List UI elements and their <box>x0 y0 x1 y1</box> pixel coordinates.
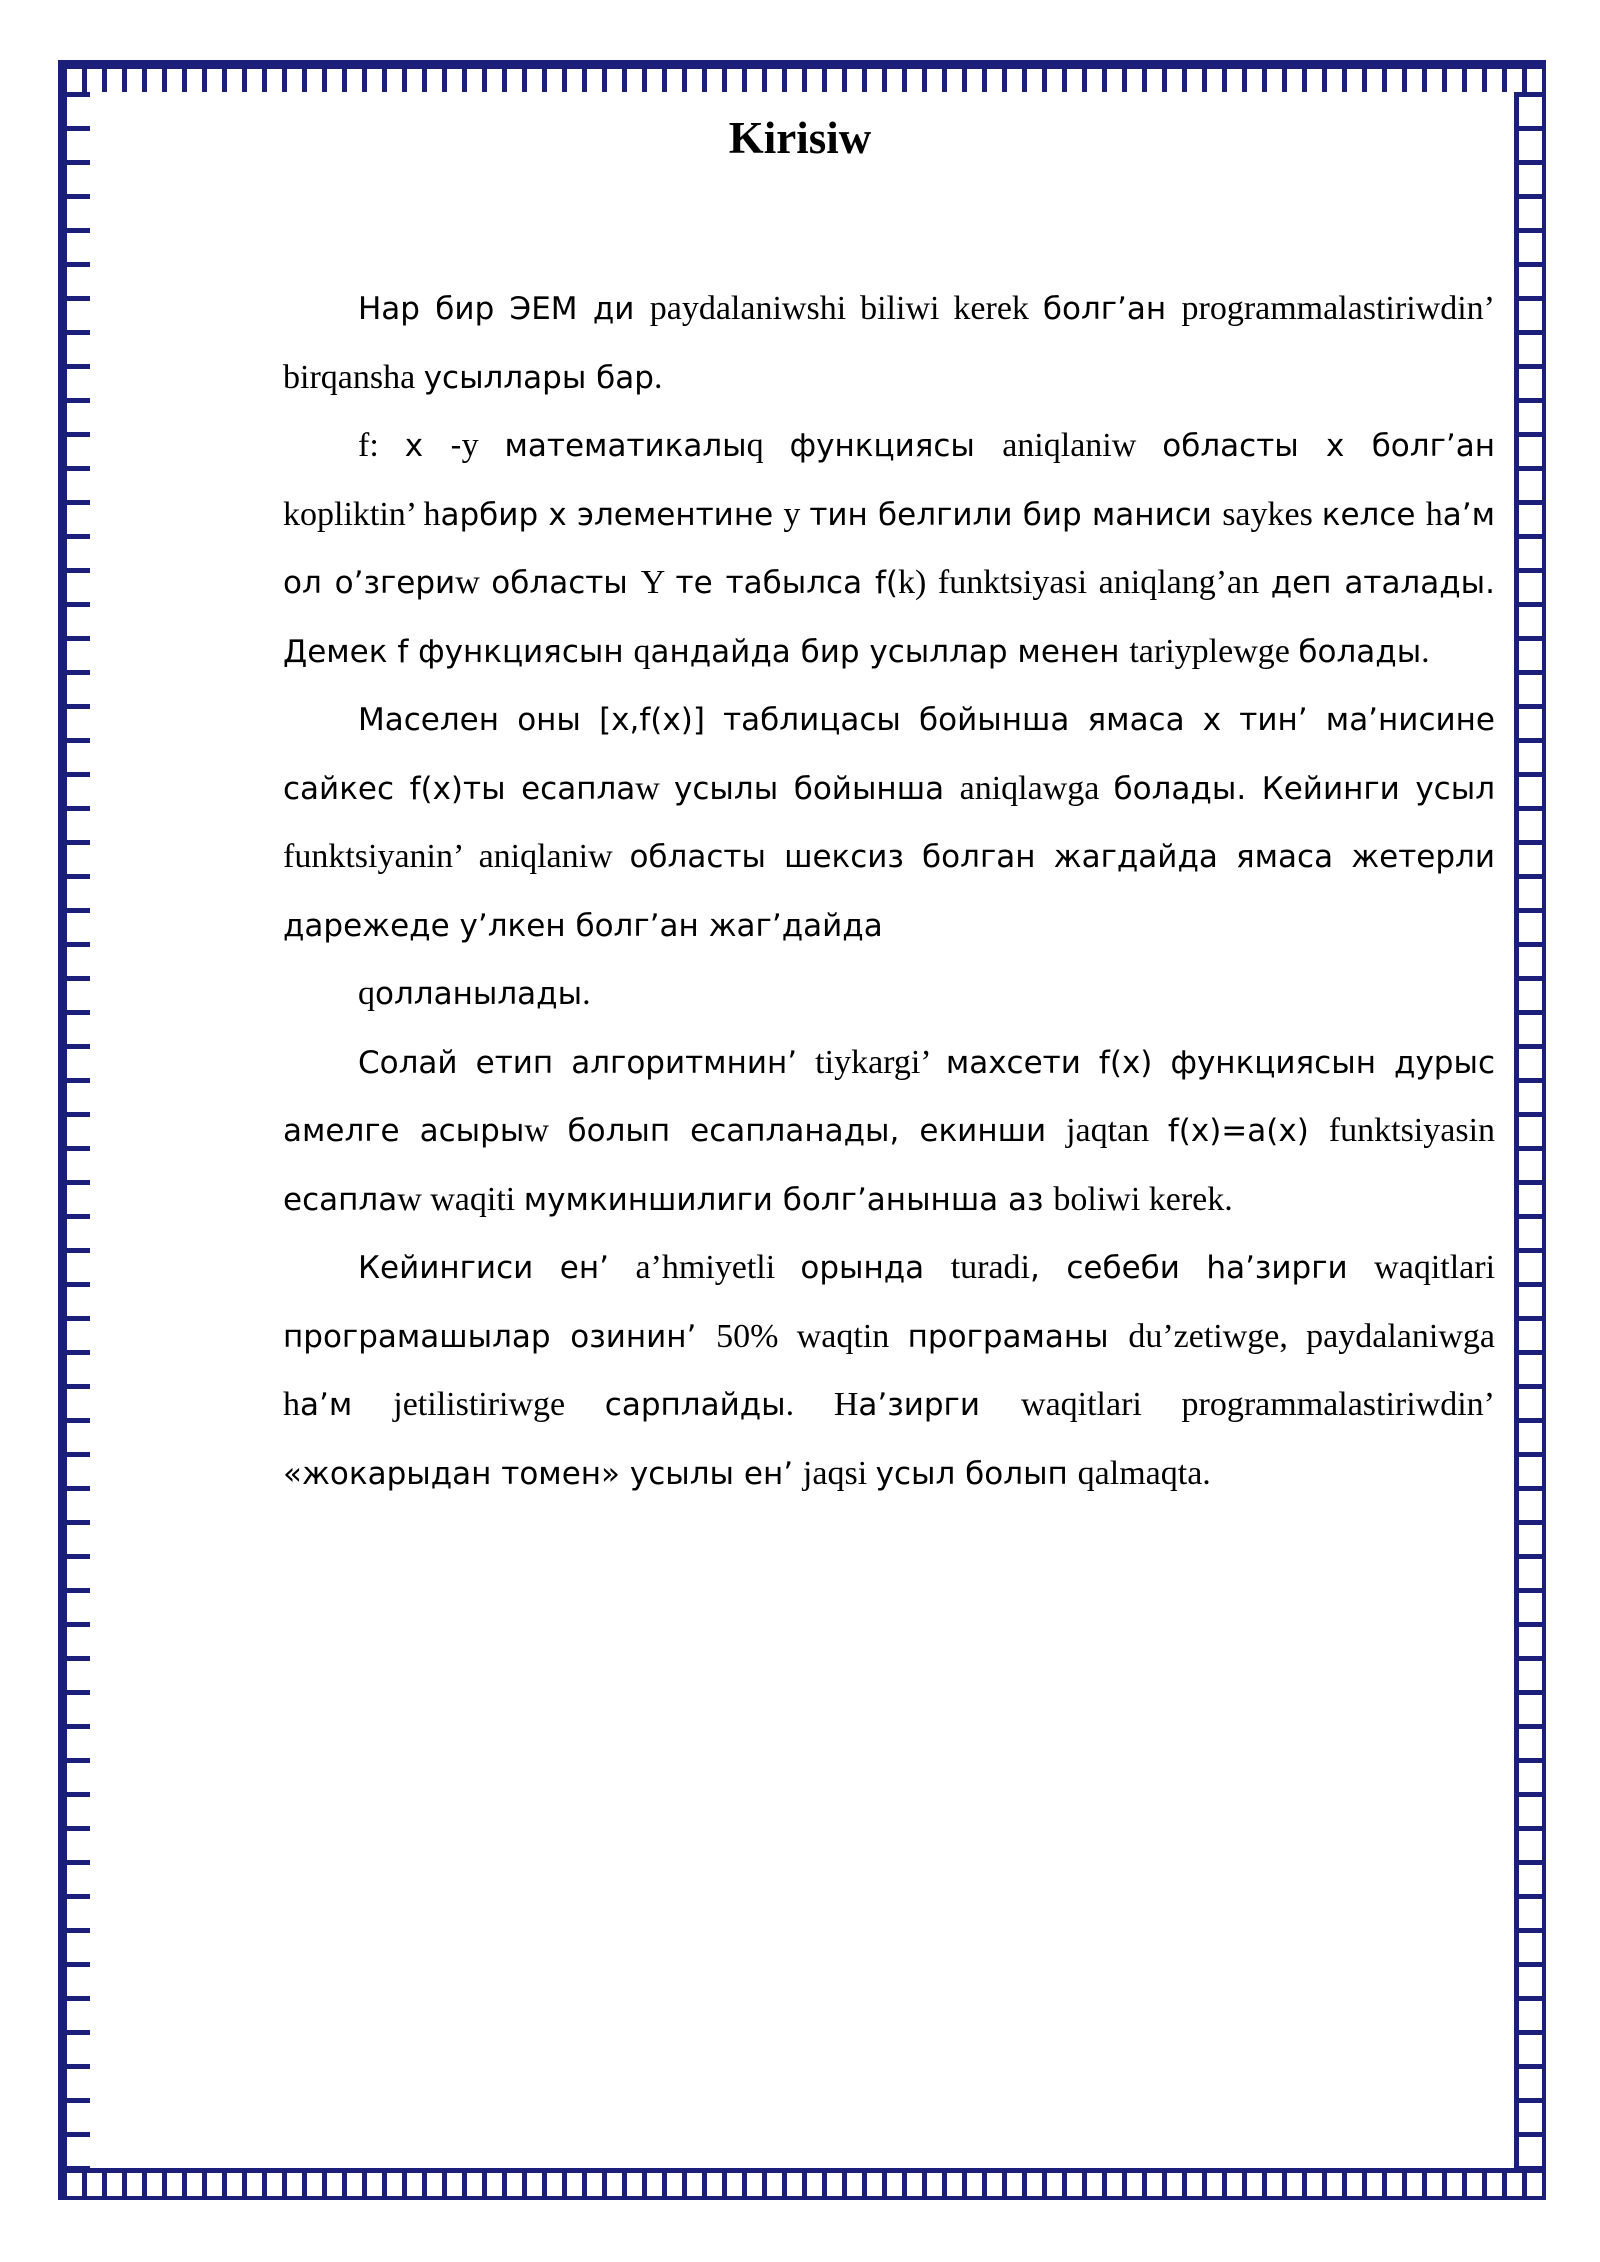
page-title: Kirisiw <box>728 113 872 163</box>
text-run: boliwi kerek. <box>1053 1180 1233 1218</box>
text-run: келсе <box>1321 496 1426 533</box>
text-run: w waqiti <box>397 1180 524 1218</box>
text-run: усыл болып <box>875 1455 1078 1492</box>
text-run: областы x болг’ан <box>1162 428 1495 464</box>
text-run: усыллары бар <box>423 359 654 396</box>
text-run: а’зирги <box>1226 1250 1375 1286</box>
text-run: функциясы <box>789 428 1003 464</box>
text-run: . <box>1421 632 1430 670</box>
paragraph-4 <box>283 1029 1495 1235</box>
text-run: y <box>461 427 505 464</box>
text-run: y <box>783 495 810 533</box>
text-run: q <box>746 427 790 464</box>
text-run: waqitlari <box>1374 1249 1496 1286</box>
text-run: x - <box>404 428 462 464</box>
paragraph-5 <box>283 1234 1495 1508</box>
text-run: «жокарыдан томен» усылы ен’ <box>283 1455 803 1492</box>
text-run: du’zetiwge, paydalaniwga h <box>283 1317 1495 1423</box>
paragraph-3 <box>283 686 1495 960</box>
text-run: те табылса f( <box>675 565 899 601</box>
text-run: tariyplewge <box>1129 632 1299 670</box>
text-run: . H <box>785 1386 859 1423</box>
text-run: усылы бойынша <box>674 770 960 807</box>
border-pattern-left <box>62 92 90 2168</box>
border-pattern-top <box>62 64 1542 92</box>
text-run: андайда бир усыллар менен <box>650 633 1130 670</box>
text-run: болг’ан <box>1042 291 1182 327</box>
text-run: деп аталады. Демек f функциясын <box>283 565 1496 670</box>
text-run: f: <box>358 427 405 464</box>
document-body <box>283 275 1495 1508</box>
paragraph-2 <box>283 412 1495 686</box>
text-run: Маселен оны [x,f(x)] таблицасы бойынша ямаса x тин’ ма’нисине сайкес f(x)ты есапла <box>283 702 1495 807</box>
text-run: Y <box>640 564 676 601</box>
text-run: . <box>582 975 591 1012</box>
text-run: jaqsi <box>802 1454 876 1492</box>
text-run: а’м ол о’згери <box>283 496 1495 601</box>
border-pattern-bottom <box>62 2168 1542 2196</box>
text-run: jaqtan <box>1066 1112 1168 1149</box>
text-run: f(x)=a(x) <box>1167 1113 1329 1149</box>
text-run: арбир x элементине <box>440 496 784 533</box>
text-run: тин белгили бир маниси <box>809 496 1223 533</box>
text-run: областы <box>491 565 641 601</box>
text-run: математикалы <box>504 428 747 464</box>
text-run: w <box>524 1112 568 1149</box>
text-run: aniqlaniw <box>1002 427 1163 464</box>
text-run: q <box>633 632 651 670</box>
text-run: болады. Кейинги усыл <box>1113 770 1496 807</box>
text-run: w <box>635 769 675 807</box>
text-run: а’зирги <box>858 1387 1022 1423</box>
text-run: Солай етип алгоритмнин’ <box>358 1044 816 1081</box>
text-run: есапла <box>283 1181 398 1218</box>
text-run: олланылады <box>375 976 583 1012</box>
text-run: програмашылар озинин’ <box>283 1318 717 1355</box>
text-run: a’hmiyetli <box>635 1249 801 1286</box>
text-run: болып есапланады, екинши <box>567 1113 1067 1149</box>
border-pattern-right <box>1514 92 1542 2168</box>
text-run: w <box>455 564 492 601</box>
text-run: paydalaniwshi biliwi kerek <box>649 290 1043 327</box>
text-run: funktsiyanin’ aniqlaniw <box>283 838 630 875</box>
text-run: орында <box>800 1250 951 1286</box>
text-run: махсети f(x) функциясын дурыс амелге асыры <box>283 1044 1496 1149</box>
text-run: сарплайды <box>604 1387 786 1423</box>
text-run: funktsiyasin <box>1328 1112 1496 1149</box>
text-run: tiykargi’ <box>815 1043 946 1081</box>
text-run: q <box>358 975 375 1012</box>
text-run: 50% waqtin <box>716 1317 908 1355</box>
text-run: jetilistiriwge <box>393 1386 605 1423</box>
paragraph-3-tail <box>283 960 1495 1029</box>
text-run: програманы <box>907 1318 1129 1355</box>
text-run: kopliktin’ h <box>283 495 441 533</box>
text-run: а’м <box>300 1387 394 1423</box>
text-run: мумкиншилиги болг’анынша аз <box>523 1181 1054 1218</box>
paragraph-1 <box>283 275 1495 412</box>
text-run: h <box>1425 495 1443 533</box>
text-run: Кейингиси ен’ <box>358 1250 636 1286</box>
text-run: k) funktsiyasi aniqlang’an <box>898 564 1271 601</box>
text-run: programmalastiriwdin’ birqansha <box>283 290 1495 396</box>
text-run: turadi <box>950 1249 1030 1286</box>
text-run: qalmaqta. <box>1077 1454 1211 1492</box>
text-run: областы шексиз болган жагдайда ямаса жетерли дарежеде у’лкен болг’ан жаг’дайда <box>283 839 1496 944</box>
text-run: . <box>653 358 663 396</box>
text-run: , себеби h <box>1030 1250 1227 1286</box>
text-run: Нар бир ЭЕМ ди <box>358 291 650 327</box>
text-run: болады <box>1298 633 1422 670</box>
text-run: saykes <box>1222 495 1322 533</box>
text-run: waqitlari programmalastiriwdin’ <box>1021 1386 1495 1423</box>
text-run: aniqlawga <box>959 769 1114 807</box>
